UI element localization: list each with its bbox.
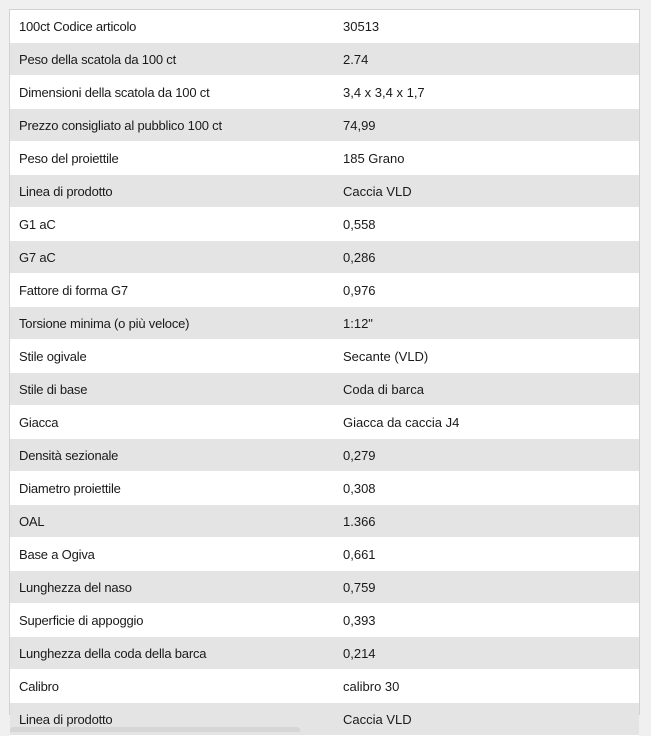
table-row bbox=[10, 538, 639, 571]
spec-value: 0,308 bbox=[334, 472, 639, 505]
spec-value: 0,759 bbox=[334, 571, 639, 604]
horizontal-scrollbar[interactable] bbox=[10, 727, 300, 732]
table-row bbox=[10, 373, 639, 406]
spec-value: 0,214 bbox=[334, 637, 639, 670]
table-row bbox=[10, 505, 639, 538]
table-row bbox=[10, 142, 639, 175]
specifications-table bbox=[10, 10, 639, 736]
table-row bbox=[10, 43, 639, 76]
spec-label: Peso del proiettile bbox=[10, 142, 334, 175]
spec-value: 185 Grano bbox=[334, 142, 639, 175]
table-row bbox=[10, 10, 639, 43]
table-row bbox=[10, 175, 639, 208]
spec-label: Stile ogivale bbox=[10, 340, 334, 373]
spec-label: 100ct Codice articolo bbox=[10, 10, 334, 43]
spec-label: Torsione minima (o più veloce) bbox=[10, 307, 334, 340]
table-row bbox=[10, 274, 639, 307]
specs-table-container bbox=[9, 9, 640, 727]
table-row bbox=[10, 637, 639, 670]
table-row bbox=[10, 439, 639, 472]
spec-label: Lunghezza del naso bbox=[10, 571, 334, 604]
spec-value: Caccia VLD bbox=[334, 703, 639, 736]
spec-label: Fattore di forma G7 bbox=[10, 274, 334, 307]
spec-label: OAL bbox=[10, 505, 334, 538]
spec-value: calibro 30 bbox=[334, 670, 639, 703]
spec-label: Superficie di appoggio bbox=[10, 604, 334, 637]
spec-value: 0,661 bbox=[334, 538, 639, 571]
spec-value: 1:12" bbox=[334, 307, 639, 340]
spec-value: Giacca da caccia J4 bbox=[334, 406, 639, 439]
spec-label: Diametro proiettile bbox=[10, 472, 334, 505]
spec-label: G7 aC bbox=[10, 241, 334, 274]
spec-label: Dimensioni della scatola da 100 ct bbox=[10, 76, 334, 109]
spec-label: Lunghezza della coda della barca bbox=[10, 637, 334, 670]
table-row bbox=[10, 670, 639, 703]
spec-label: Linea di prodotto bbox=[10, 703, 334, 736]
table-row bbox=[10, 406, 639, 439]
spec-value: 74,99 bbox=[334, 109, 639, 142]
spec-label: Linea di prodotto bbox=[10, 175, 334, 208]
spec-value: 0,286 bbox=[334, 241, 639, 274]
spec-label: Stile di base bbox=[10, 373, 334, 406]
table-row bbox=[10, 604, 639, 637]
spec-label: Calibro bbox=[10, 670, 334, 703]
table-row bbox=[10, 571, 639, 604]
spec-label: Peso della scatola da 100 ct bbox=[10, 43, 334, 76]
spec-label: G1 aC bbox=[10, 208, 334, 241]
table-row bbox=[10, 472, 639, 505]
table-row bbox=[10, 307, 639, 340]
spec-label: Prezzo consigliato al pubblico 100 ct bbox=[10, 109, 334, 142]
spec-value: 1.366 bbox=[334, 505, 639, 538]
table-row bbox=[10, 109, 639, 142]
table-row bbox=[10, 340, 639, 373]
table-row bbox=[10, 208, 639, 241]
spec-value: 0,393 bbox=[334, 604, 639, 637]
table-row bbox=[10, 241, 639, 274]
spec-label: Densità sezionale bbox=[10, 439, 334, 472]
spec-value: 30513 bbox=[334, 10, 639, 43]
spec-value: 0,279 bbox=[334, 439, 639, 472]
spec-value: Caccia VLD bbox=[334, 175, 639, 208]
spec-value: Secante (VLD) bbox=[334, 340, 639, 373]
spec-value: 0,976 bbox=[334, 274, 639, 307]
spec-label: Giacca bbox=[10, 406, 334, 439]
spec-label: Base a Ogiva bbox=[10, 538, 334, 571]
spec-value: 3,4 x 3,4 x 1,7 bbox=[334, 76, 639, 109]
spec-value: Coda di barca bbox=[334, 373, 639, 406]
table-row bbox=[10, 76, 639, 109]
spec-value: 2.74 bbox=[334, 43, 639, 76]
spec-value: 0,558 bbox=[334, 208, 639, 241]
